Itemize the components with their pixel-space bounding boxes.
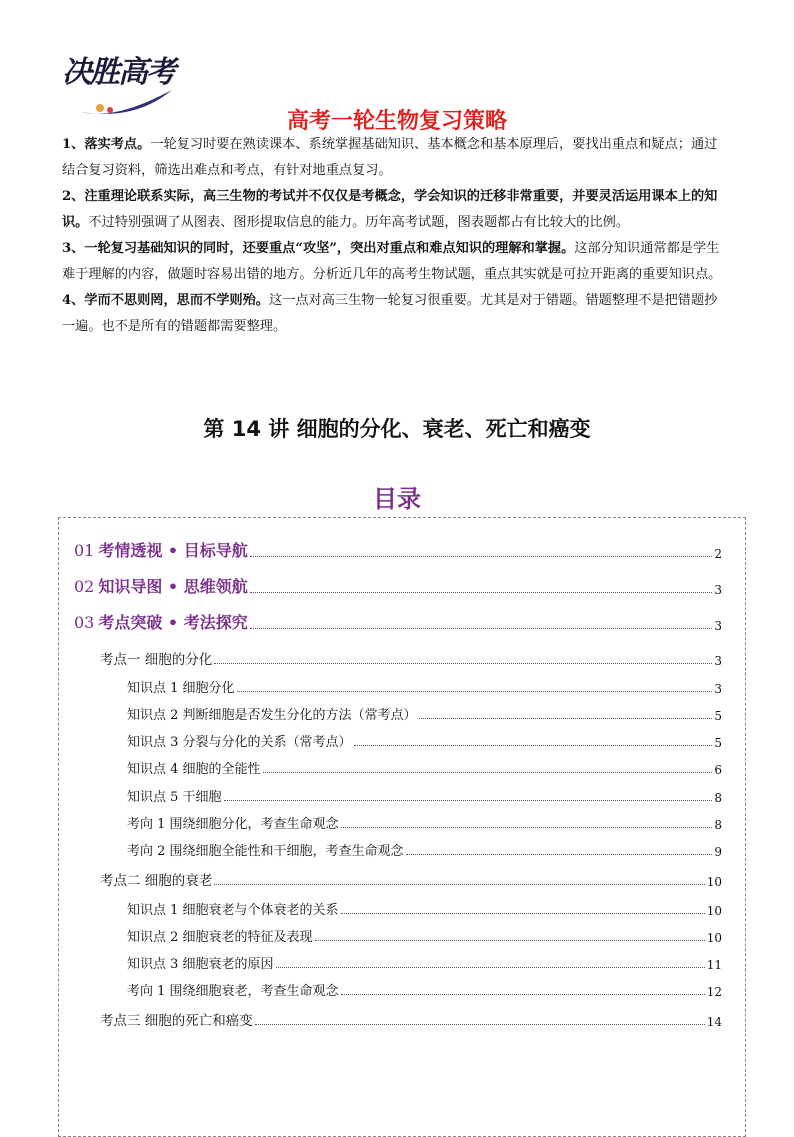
toc-label: 知识点 2 判断细胞是否发生分化的方法（常考点）: [127, 708, 417, 723]
strategy-lead: 1、落实考点。: [62, 137, 151, 152]
toc-leader: [237, 690, 713, 692]
toc-label: 考向 2 围绕细胞全能性和干细胞，考查生命观念: [127, 844, 404, 859]
strategy-paragraph: [62, 236, 730, 288]
toc-leader: [419, 717, 713, 719]
strategy-lead: 2、注重理论联系实际，高三生物的考试并不仅仅是考概念，学会知识的迁移非常重要，并要灵活运用课本上的知识。: [62, 189, 718, 230]
toc-page: 5: [714, 736, 722, 750]
toc-entry[interactable]: [100, 1009, 722, 1029]
toc-label: 考向 1 围绕细胞衰老，考查生命观念: [127, 984, 339, 999]
toc-number: 02: [74, 577, 95, 596]
lecture-title: 第 14 讲 细胞的分化、衰老、死亡和癌变: [203, 417, 591, 441]
toc-leader: [406, 853, 713, 855]
strategy-lead: 4、学而不思则罔，思而不学则殆。: [62, 293, 269, 308]
toc-leader: [354, 744, 713, 746]
toc-leader: [341, 912, 705, 914]
toc-page: 10: [706, 904, 722, 918]
toc-entry[interactable]: [127, 926, 722, 945]
strategy-body: 这部分知识通常都是学生难于理解的内容，做题时容易出错的地方。分析近几年的高考生物试题，重点其实就是可拉开距离的重要知识点。: [62, 241, 722, 282]
toc-leader: [255, 1023, 705, 1025]
toc-entry[interactable]: [74, 574, 722, 597]
toc-page: 5: [714, 709, 722, 723]
toc-page: 3: [714, 619, 722, 633]
toc-page: 3: [714, 654, 722, 668]
toc-leader: [250, 555, 713, 557]
toc-entry[interactable]: [74, 538, 722, 561]
toc-leader: [214, 883, 704, 885]
toc-entry[interactable]: [127, 953, 722, 972]
toc-leader: [250, 591, 713, 593]
toc-entry[interactable]: [74, 610, 722, 633]
toc-label: 知识点 1 细胞衰老与个体衰老的关系: [127, 903, 339, 918]
toc-entry[interactable]: [127, 786, 722, 805]
toc-page: 11: [706, 958, 722, 972]
toc-label: 考点一 细胞的分化: [100, 652, 213, 668]
strategy-paragraph: [62, 288, 730, 340]
logo-text: 决胜高考: [62, 55, 174, 90]
page-title: 高考一轮生物复习策略: [286, 109, 507, 134]
toc-label: 知识点 5 干细胞: [127, 790, 222, 805]
toc-entry[interactable]: [127, 980, 722, 999]
toc-heading: 目录: [373, 485, 421, 513]
toc-page: 14: [706, 1015, 722, 1029]
toc-page: 10: [706, 875, 722, 889]
strategy-body: 这一点对高三生物一轮复习很重要。尤其是对于错题。错题整理不是把错题抄一遍。也不是所有的错题都需要整理。: [62, 293, 718, 334]
toc-entry[interactable]: [127, 677, 722, 696]
strategy-lead: 3、一轮复习基础知识的同时，还要重点“攻坚”，突出对重点和难点知识的理解和掌握。: [62, 241, 575, 256]
toc-page: 2: [714, 547, 722, 561]
toc-entry[interactable]: [127, 899, 722, 918]
strategy-body: 不过特别强调了从图表、图形提取信息的能力。历年高考试题，图表题都占有比较大的比例。: [88, 215, 630, 230]
toc-entry[interactable]: [100, 869, 722, 889]
toc-page: 8: [714, 818, 722, 832]
toc-page: 9: [714, 845, 722, 859]
toc-entry[interactable]: [127, 731, 722, 750]
toc-label: 考情透视 • 目标导航: [98, 541, 248, 560]
toc-label: 考点三 细胞的死亡和癌变: [100, 1013, 253, 1029]
toc-label: 知识点 3 细胞衰老的原因: [127, 957, 274, 972]
strategy-body: 一轮复习时要在熟读课本、系统掌握基础知识、基本概念和基本原理后，要找出重点和疑点；通过结合复习资料，筛选出难点和考点，有针对地重点复习。: [62, 137, 718, 178]
strategy-intro: [62, 132, 730, 340]
toc-leader: [341, 826, 713, 828]
toc-label: 考点突破 • 考法探究: [98, 613, 248, 632]
toc-entry[interactable]: [127, 840, 722, 859]
toc-label: 知识导图 • 思维领航: [98, 577, 248, 596]
toc-leader: [341, 993, 705, 995]
toc-label: 知识点 1 细胞分化: [127, 681, 235, 696]
toc-label: 考点二 细胞的衰老: [100, 873, 213, 889]
toc-leader: [276, 966, 705, 968]
toc-leader: [214, 662, 712, 664]
toc-entry[interactable]: [100, 648, 722, 668]
toc-label: 知识点 3 分裂与分化的关系（常考点）: [127, 735, 352, 750]
toc-leader: [263, 771, 713, 773]
toc-page: 8: [714, 791, 722, 805]
strategy-paragraph: [62, 184, 730, 236]
toc-page: 3: [714, 583, 722, 597]
toc-page: 12: [706, 985, 722, 999]
toc-entry[interactable]: [127, 704, 722, 723]
toc-number: 03: [74, 613, 95, 632]
toc-label: 知识点 4 细胞的全能性: [127, 762, 261, 777]
toc-label: 考向 1 围绕细胞分化，考查生命观念: [127, 817, 339, 832]
toc-page: 10: [706, 931, 722, 945]
toc-page: 3: [714, 682, 722, 696]
toc-label: 知识点 2 细胞衰老的特征及表现: [127, 930, 313, 945]
toc-leader: [315, 939, 705, 941]
toc-leader: [224, 799, 713, 801]
toc-leader: [250, 627, 713, 629]
strategy-paragraph: [62, 132, 730, 184]
toc-entry[interactable]: [127, 813, 722, 832]
toc-number: 01: [74, 541, 95, 560]
toc-entry[interactable]: [127, 758, 722, 777]
toc-page: 6: [714, 763, 722, 777]
